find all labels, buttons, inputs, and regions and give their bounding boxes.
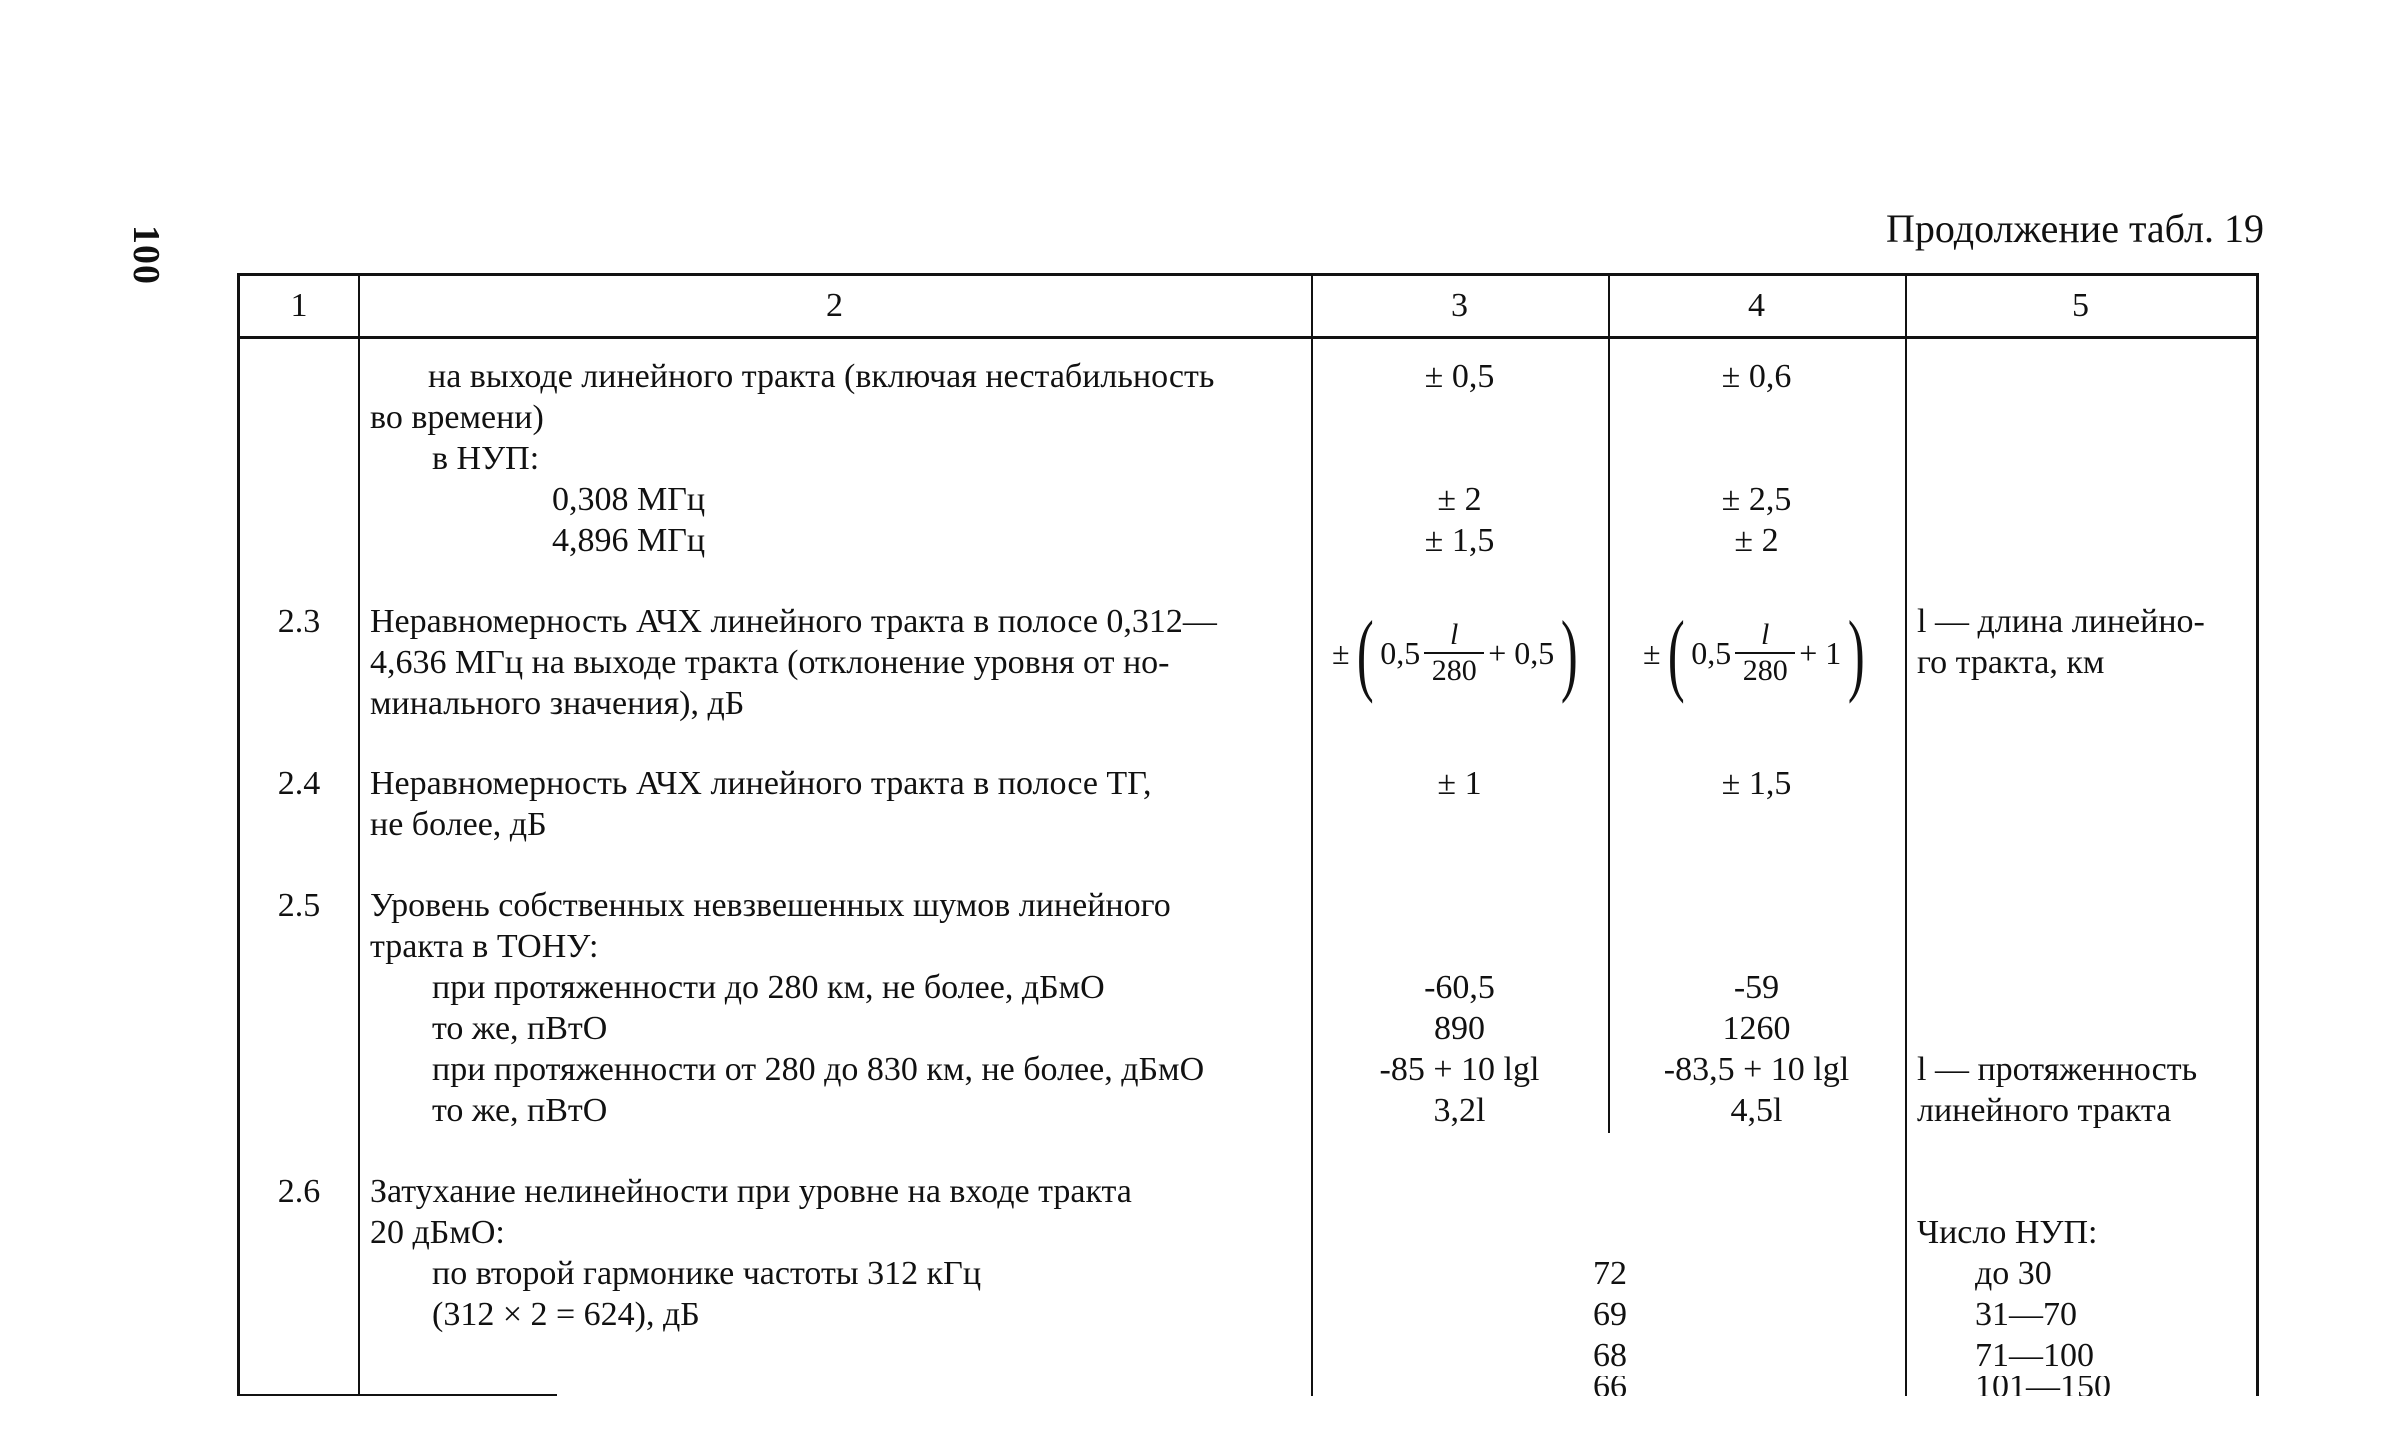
row-note: го тракта, км bbox=[1917, 644, 2105, 681]
row-desc: при протяженности от 280 до 830 км, не более, дБмО bbox=[432, 1051, 1205, 1088]
header-col-5: 5 bbox=[2072, 287, 2089, 324]
value-col4: -83,5 + 10 lgl bbox=[1663, 1051, 1850, 1088]
table-bottom-line bbox=[237, 1394, 557, 1396]
value-merged: 69 bbox=[1593, 1296, 1627, 1333]
row-desc: то же, пВтО bbox=[432, 1092, 608, 1129]
row-number: 2.6 bbox=[277, 1173, 321, 1210]
row-desc: Уровень собственных невзвешенных шумов линейного bbox=[370, 887, 1171, 924]
col-divider bbox=[358, 276, 360, 1396]
col-divider bbox=[1311, 276, 1313, 1396]
value-col3: 3,2l bbox=[1433, 1092, 1486, 1129]
header-row bbox=[240, 276, 2256, 339]
value-merged: 68 bbox=[1593, 1337, 1627, 1374]
row-desc: не более, дБ bbox=[370, 806, 547, 843]
row-desc: по второй гармонике частоты 312 кГц bbox=[432, 1255, 982, 1292]
col-divider bbox=[1905, 276, 1907, 1396]
header-col-2: 2 bbox=[826, 287, 843, 324]
value-col4: 4,5l bbox=[1730, 1092, 1783, 1129]
formula-col4: ± ( 0,5 $\frac{l}{280}$ + 1 ) bbox=[1643, 602, 1865, 704]
header-col-3: 3 bbox=[1451, 287, 1468, 324]
header-col-4: 4 bbox=[1748, 287, 1765, 324]
row-note: 101—150 bbox=[1975, 1376, 2111, 1396]
value-merged: 66 bbox=[1593, 1376, 1627, 1396]
value-col4: ± 0,6 bbox=[1721, 358, 1792, 395]
row-desc: на выходе линейного тракта (включая нестабильность bbox=[428, 358, 1215, 395]
row-desc: 4,896 МГц bbox=[552, 522, 706, 559]
row-desc: при протяженности до 280 км, не более, дБмО bbox=[432, 969, 1105, 1006]
value-col4: ± 2,5 bbox=[1721, 481, 1792, 518]
value-col3: ± 1,5 bbox=[1424, 522, 1495, 559]
header-col-1: 1 bbox=[290, 287, 308, 324]
row-desc: Неравномерность АЧХ линейного тракта в полосе ТГ, bbox=[370, 765, 1152, 802]
value-col3: ± 0,5 bbox=[1424, 358, 1495, 395]
row-note: l — протяженность bbox=[1917, 1051, 2198, 1088]
row-number: 2.3 bbox=[277, 603, 321, 640]
value-col3: -60,5 bbox=[1424, 969, 1495, 1006]
value-col4: -59 bbox=[1733, 969, 1780, 1006]
row-desc: 4,636 МГц на выходе тракта (отклонение уровня от но- bbox=[370, 644, 1170, 681]
value-col3: ± 2 bbox=[1437, 481, 1482, 518]
row-note: l — длина линейно- bbox=[1917, 603, 2205, 640]
value-col3: -85 + 10 lgl bbox=[1379, 1051, 1540, 1088]
data-table bbox=[237, 273, 2259, 1396]
row-note: 31—70 bbox=[1975, 1296, 2077, 1333]
value-merged: 72 bbox=[1593, 1255, 1627, 1292]
formula-col3: ± ( 0,5 $\frac{l}{280}$ + 0,5 ) bbox=[1332, 602, 1578, 704]
row-note: до 30 bbox=[1975, 1255, 2052, 1292]
row-note: линейного тракта bbox=[1917, 1092, 2172, 1129]
table-caption: Продолжение табл. 19 bbox=[1886, 206, 2264, 251]
row-desc: в НУП: bbox=[432, 440, 540, 477]
row-number: 2.4 bbox=[277, 765, 321, 802]
value-col3: 890 bbox=[1434, 1010, 1485, 1047]
row-desc: Неравномерность АЧХ линейного тракта в полосе 0,312— bbox=[370, 603, 1217, 640]
value-col4: ± 2 bbox=[1734, 522, 1779, 559]
row-desc: 0,308 МГц bbox=[552, 481, 706, 518]
row-desc: минального значения), дБ bbox=[370, 685, 745, 722]
value-col4: 1260 bbox=[1722, 1010, 1791, 1047]
row-number: 2.5 bbox=[277, 887, 321, 924]
value-col3: ± 1 bbox=[1437, 765, 1482, 802]
row-desc: то же, пВтО bbox=[432, 1010, 608, 1047]
row-desc: во времени) bbox=[370, 399, 544, 436]
row-note-title: Число НУП: bbox=[1917, 1214, 2098, 1251]
page-number: 100 bbox=[125, 225, 167, 285]
row-desc: 20 дБмО: bbox=[370, 1214, 505, 1251]
row-desc: (312 × 2 = 624), дБ bbox=[432, 1296, 700, 1333]
row-desc: Затухание нелинейности при уровне на входе тракта bbox=[370, 1173, 1132, 1210]
row-desc: тракта в ТОНУ: bbox=[370, 928, 599, 965]
row-note: 71—100 bbox=[1975, 1337, 2094, 1374]
value-col4: ± 1,5 bbox=[1721, 765, 1792, 802]
